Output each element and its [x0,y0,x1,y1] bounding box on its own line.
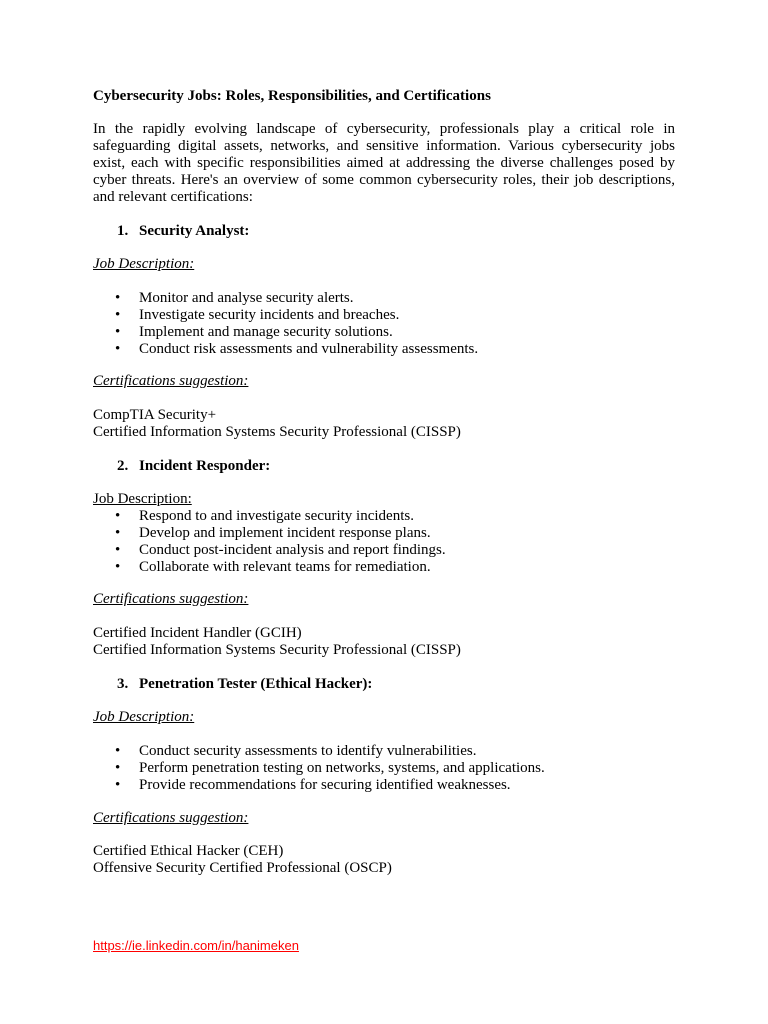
certifications-label: Certifications suggestion: [93,373,249,389]
linkedin-profile-link[interactable]: https://ie.linkedin.com/in/hanimeken [93,938,299,953]
intro-paragraph: In the rapidly evolving landscape of cybersecurity, professionals play a critical role in safeguarding digital assets, networks, and sensitive information. Various cybersecurity jobs exist, each with specific responsibilities aimed at addressing the diverse challenges posed by cyber threats. Here's an overview of some common cybersecurity roles, their job descriptions, and relevant certifications: [93,121,675,205]
section-title: Security Analyst: [139,223,250,239]
list-item: • Develop and implement incident response plans. [115,525,431,541]
certification-item: Certified Information Systems Security Professional (CISSP) [93,424,461,440]
certification-item: Offensive Security Certified Professional (OSCP) [93,860,392,876]
section-title: Penetration Tester (Ethical Hacker): [139,676,373,692]
certification-item: Certified Information Systems Security Professional (CISSP) [93,642,461,658]
job-description-label: Job Description: [93,709,195,725]
list-item: • Monitor and analyse security alerts. [115,290,354,306]
list-item: • Conduct risk assessments and vulnerability assessments. [115,341,479,357]
section-heading-incident-responder [117,458,270,475]
job-description-label: Job Description: [93,256,195,272]
duties-list [93,290,478,358]
certifications-label: Certifications suggestion: [93,591,249,607]
duties-list [93,508,446,576]
section-heading-penetration-tester [117,676,372,693]
bullet-icon: • [115,777,121,793]
section-heading-security-analyst [117,223,249,240]
bullet-icon: • [115,760,121,776]
list-item: • Collaborate with relevant teams for remediation. [115,559,431,575]
duties-list [93,743,545,794]
bullet-icon: • [115,341,121,357]
certifications-list [93,843,392,877]
list-item: • Implement and manage security solutions. [115,324,393,340]
list-item: • Conduct security assessments to identify vulnerabilities. [115,743,477,759]
certifications-list [93,625,461,659]
bullet-icon: • [115,508,121,524]
section-number: 3. [117,676,129,692]
section-title: Incident Responder: [139,458,271,474]
bullet-icon: • [115,290,121,306]
certification-item: Certified Ethical Hacker (CEH) [93,843,284,859]
section-number: 1. [117,223,129,239]
certifications-list [93,407,461,441]
certification-item: Certified Incident Handler (GCIH) [93,625,302,641]
list-item: • Perform penetration testing on networks, systems, and applications. [115,760,545,776]
bullet-icon: • [115,324,121,340]
document-title: Cybersecurity Jobs: Roles, Responsibilities, and Certifications [93,88,491,104]
list-item: • Respond to and investigate security incidents. [115,508,414,524]
list-item: • Conduct post-incident analysis and report findings. [115,542,446,558]
bullet-icon: • [115,542,121,558]
job-description-label: Job Description: [93,491,192,507]
list-item: • Investigate security incidents and breaches. [115,307,400,323]
certification-item: CompTIA Security+ [93,407,217,423]
certifications-label: Certifications suggestion: [93,810,249,826]
bullet-icon: • [115,743,121,759]
bullet-icon: • [115,307,121,323]
bullet-icon: • [115,559,121,575]
list-item: • Provide recommendations for securing identified weaknesses. [115,777,511,793]
bullet-icon: • [115,525,121,541]
section-number: 2. [117,458,129,474]
